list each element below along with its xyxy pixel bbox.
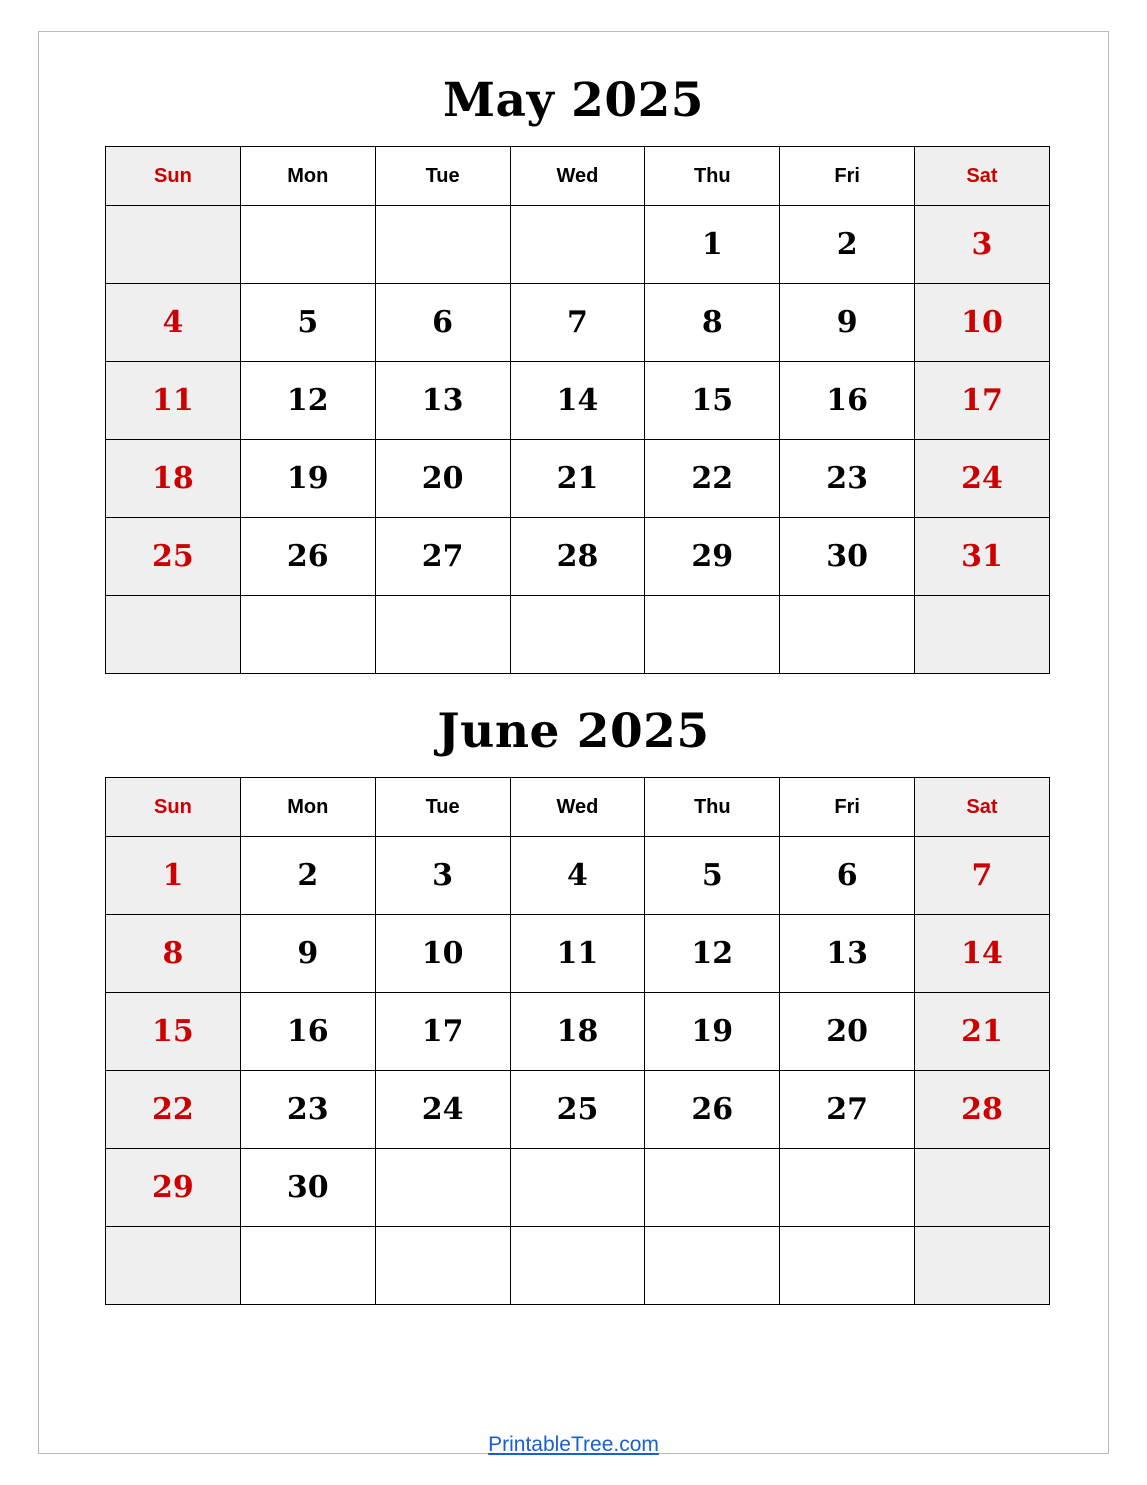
day-cell: 9 <box>240 915 375 993</box>
month-title-june: June 2025 <box>437 704 710 759</box>
day-cell <box>240 596 375 674</box>
week-row <box>106 915 1050 993</box>
footer-link-printabletree[interactable]: PrintableTree.com <box>488 1433 659 1456</box>
weekday-header-wed: Wed <box>510 147 645 206</box>
week-row <box>106 1227 1050 1305</box>
day-cell <box>915 596 1050 674</box>
day-cell: 25 <box>106 518 241 596</box>
week-row <box>106 837 1050 915</box>
weekday-header-tue: Tue <box>375 778 510 837</box>
day-cell <box>240 206 375 284</box>
day-cell: 22 <box>645 440 780 518</box>
weekday-header-row <box>106 778 1050 837</box>
day-cell: 9 <box>780 284 915 362</box>
week-row <box>106 284 1050 362</box>
day-cell <box>106 206 241 284</box>
weekday-header-thu: Thu <box>645 778 780 837</box>
day-cell: 19 <box>240 440 375 518</box>
week-row <box>106 1071 1050 1149</box>
day-cell: 30 <box>780 518 915 596</box>
week-row <box>106 1149 1050 1227</box>
week-row <box>106 596 1050 674</box>
day-cell: 26 <box>240 518 375 596</box>
day-cell: 5 <box>645 837 780 915</box>
day-cell <box>645 1227 780 1305</box>
day-cell: 15 <box>645 362 780 440</box>
day-cell <box>780 1227 915 1305</box>
weekday-header-fri: Fri <box>780 778 915 837</box>
day-cell: 29 <box>106 1149 241 1227</box>
day-cell: 30 <box>240 1149 375 1227</box>
day-cell: 15 <box>106 993 241 1071</box>
week-row <box>106 993 1050 1071</box>
week-row <box>106 362 1050 440</box>
weekday-header-sat: Sat <box>915 778 1050 837</box>
day-cell: 11 <box>510 915 645 993</box>
day-cell: 23 <box>780 440 915 518</box>
day-cell: 13 <box>375 362 510 440</box>
day-cell: 22 <box>106 1071 241 1149</box>
day-cell: 17 <box>915 362 1050 440</box>
day-cell: 7 <box>915 837 1050 915</box>
day-cell: 25 <box>510 1071 645 1149</box>
day-cell: 14 <box>915 915 1050 993</box>
day-cell: 20 <box>780 993 915 1071</box>
footer <box>0 1433 1147 1457</box>
day-cell: 17 <box>375 993 510 1071</box>
day-cell <box>510 206 645 284</box>
day-cell <box>106 596 241 674</box>
month-block-may <box>105 0 1042 674</box>
weekday-header-sun: Sun <box>106 778 241 837</box>
day-cell: 21 <box>510 440 645 518</box>
day-cell <box>375 1149 510 1227</box>
day-cell: 6 <box>780 837 915 915</box>
day-cell <box>375 596 510 674</box>
day-cell: 8 <box>106 915 241 993</box>
day-cell: 1 <box>645 206 780 284</box>
month-block-june <box>105 674 1042 1305</box>
weekday-header-sat: Sat <box>915 147 1050 206</box>
day-cell: 6 <box>375 284 510 362</box>
day-cell <box>510 1227 645 1305</box>
day-cell <box>106 1227 241 1305</box>
day-cell <box>645 1149 780 1227</box>
week-row <box>106 206 1050 284</box>
day-cell: 16 <box>240 993 375 1071</box>
month-title-may: May 2025 <box>443 73 704 128</box>
day-cell: 7 <box>510 284 645 362</box>
day-cell: 20 <box>375 440 510 518</box>
day-cell: 28 <box>510 518 645 596</box>
week-row <box>106 518 1050 596</box>
day-cell: 10 <box>375 915 510 993</box>
day-cell <box>240 1227 375 1305</box>
day-cell <box>510 1149 645 1227</box>
day-cell <box>375 206 510 284</box>
day-cell <box>510 596 645 674</box>
day-cell: 3 <box>375 837 510 915</box>
week-row <box>106 440 1050 518</box>
weekday-header-tue: Tue <box>375 147 510 206</box>
calendar-table-may <box>105 146 1050 674</box>
calendar-table-june <box>105 777 1050 1305</box>
day-cell: 21 <box>915 993 1050 1071</box>
day-cell: 2 <box>780 206 915 284</box>
day-cell: 19 <box>645 993 780 1071</box>
weekday-header-row <box>106 147 1050 206</box>
day-cell: 29 <box>645 518 780 596</box>
weekday-header-mon: Mon <box>240 147 375 206</box>
day-cell: 24 <box>375 1071 510 1149</box>
day-cell <box>915 1149 1050 1227</box>
day-cell: 16 <box>780 362 915 440</box>
day-cell: 4 <box>106 284 241 362</box>
day-cell <box>780 1149 915 1227</box>
day-cell <box>915 1227 1050 1305</box>
weekday-header-fri: Fri <box>780 147 915 206</box>
day-cell: 13 <box>780 915 915 993</box>
day-cell: 8 <box>645 284 780 362</box>
weekday-header-mon: Mon <box>240 778 375 837</box>
day-cell: 27 <box>375 518 510 596</box>
day-cell: 18 <box>106 440 241 518</box>
weekday-header-sun: Sun <box>106 147 241 206</box>
day-cell <box>645 596 780 674</box>
day-cell: 26 <box>645 1071 780 1149</box>
day-cell: 14 <box>510 362 645 440</box>
day-cell: 23 <box>240 1071 375 1149</box>
day-cell <box>375 1227 510 1305</box>
day-cell: 24 <box>915 440 1050 518</box>
day-cell: 12 <box>645 915 780 993</box>
weekday-header-thu: Thu <box>645 147 780 206</box>
day-cell: 12 <box>240 362 375 440</box>
day-cell <box>780 596 915 674</box>
day-cell: 18 <box>510 993 645 1071</box>
day-cell: 3 <box>915 206 1050 284</box>
day-cell: 11 <box>106 362 241 440</box>
day-cell: 10 <box>915 284 1050 362</box>
weekday-header-wed: Wed <box>510 778 645 837</box>
day-cell: 5 <box>240 284 375 362</box>
day-cell: 28 <box>915 1071 1050 1149</box>
day-cell: 4 <box>510 837 645 915</box>
day-cell: 1 <box>106 837 241 915</box>
day-cell: 2 <box>240 837 375 915</box>
day-cell: 31 <box>915 518 1050 596</box>
day-cell: 27 <box>780 1071 915 1149</box>
